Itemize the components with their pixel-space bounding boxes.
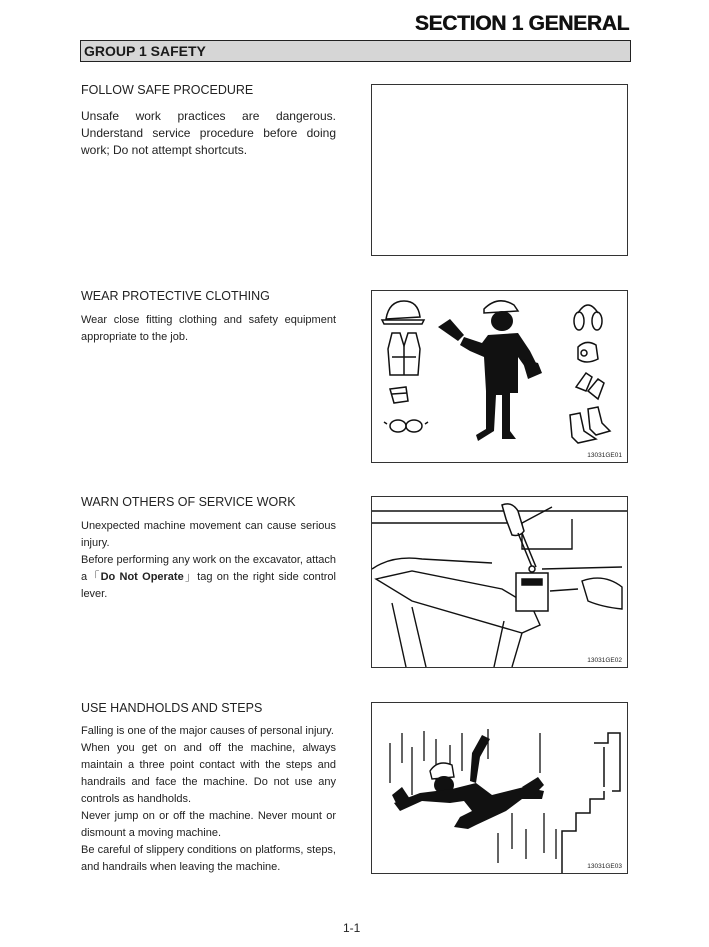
safety-boots-icon: [570, 407, 610, 443]
paragraph-text: Unexpected machine movement can cause serious injury.: [81, 520, 336, 549]
paragraph-use-handholds: [81, 723, 336, 876]
paragraph-text-suffix: 」tag on the right side control lever.: [81, 571, 336, 600]
group-title-bar: GROUP 1 SAFETY: [80, 40, 631, 62]
heading-warn-others: WARN OTHERS OF SERVICE WORK: [81, 495, 296, 509]
control-lever-illustration: [372, 497, 628, 668]
goggles-icon: [384, 420, 428, 432]
stairs-icon: [562, 733, 620, 874]
figure-code: 13031GE01: [587, 452, 622, 459]
figure-code: 13031GE03: [587, 863, 622, 870]
respirator-icon: [578, 342, 598, 362]
page-number: 1-1: [343, 921, 361, 935]
paragraph-warn-others: [81, 518, 336, 603]
paragraph-text: Wear close fitting clothing and safety equipment appropriate to the job.: [81, 314, 336, 343]
hard-hat-icon: [382, 301, 424, 324]
paragraph-text: Be careful of slippery conditions on platforms, steps, and handrails when leaving the machine.: [81, 844, 336, 873]
paragraph-text: Falling is one of the major causes of personal injury.: [81, 725, 334, 737]
paragraph-text: [81, 552, 336, 603]
ear-muffs-icon: [574, 305, 602, 330]
falling-worker-icon: [392, 735, 544, 829]
paragraph-text: When you get on and off the machine, always maintain a three point contact with the steps and handrails and face the machine. Do not use any controls as handholds.: [81, 742, 336, 805]
paragraph-text: Unsafe work practices are dangerous. Understand service procedure before doing work; Do not attempt shortcuts.: [81, 109, 336, 157]
do-not-operate-tag-text: Do Not Operate: [100, 571, 184, 583]
control-lever-icon: [502, 504, 536, 567]
falling-worker-illustration: [372, 703, 628, 874]
do-not-operate-tag-icon: [516, 566, 548, 611]
heading-wear-protective-clothing: WEAR PROTECTIVE CLOTHING: [81, 289, 270, 303]
paragraph-wear-protective-clothing: [81, 312, 336, 346]
paragraph-text-prefix: Before performing any work on the excavator, attach a「: [81, 554, 336, 583]
figure-falling-worker: [371, 702, 628, 874]
heading-follow-safe-procedure: FOLLOW SAFE PROCEDURE: [81, 83, 254, 97]
figure-code: 13031GE02: [587, 657, 622, 664]
figure-control-lever-tag: [371, 496, 628, 668]
section-title: SECTION 1 GENERAL: [414, 12, 629, 35]
safety-vest-icon: [388, 333, 420, 375]
gloves-icon: [576, 373, 604, 399]
protective-clothing-illustration: [372, 291, 628, 463]
paragraph-follow-safe-procedure: [81, 108, 336, 159]
figure-protective-clothing: [371, 290, 628, 463]
dust-mask-icon: [390, 387, 408, 403]
heading-use-handholds: USE HANDHOLDS AND STEPS: [81, 701, 263, 715]
figure-blank-placeholder: [371, 84, 628, 256]
paragraph-text: Never jump on or off the machine. Never mount or dismount a moving machine.: [81, 810, 336, 839]
worker-silhouette-icon: [438, 301, 542, 441]
